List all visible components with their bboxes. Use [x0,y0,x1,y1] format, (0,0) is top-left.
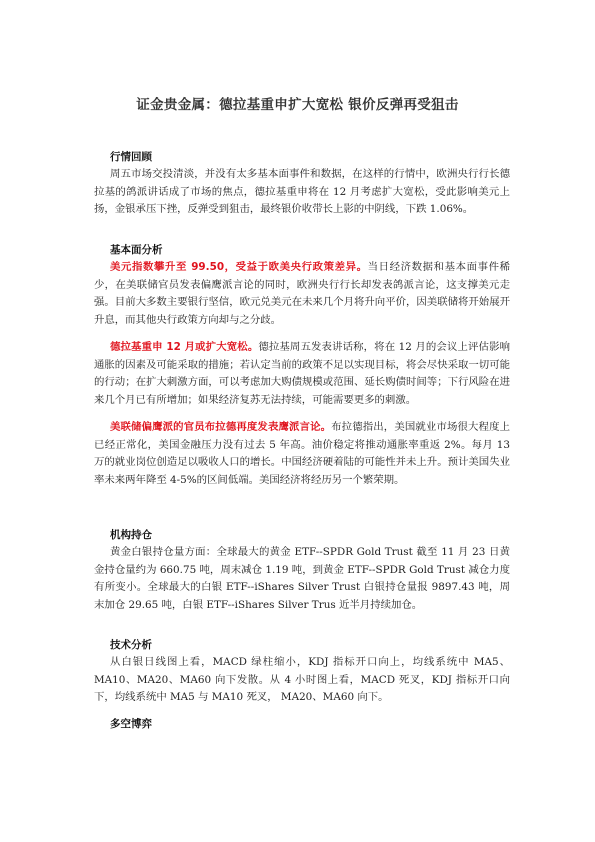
paragraph-text: 当日经济数据和基本面事件稀少，在美联储官员发表偏鹰派言论的同时，欧洲央行行长却发表鸽派言论，这支撑美元走强。目前大多数主要银行坚信，欧元兑美元在未来几个月将升向平价，因美联储将开始展开升息，而其他央行政策方向却与之分歧。 [94,261,510,326]
paragraph [94,654,510,707]
paragraph-lead: 美联储偏鹰派的官员布拉德再度发表鹰派言论。 [110,421,332,433]
paragraph-lead: 德拉基重申 12 月或扩大宽松。 [110,341,259,353]
section-market-review [94,149,510,219]
paragraph-text: 从白银日线图上看，MACD 绿柱缩小，KDJ 指标开口向上，均线系统中 MA5、MA10、MA20、MA60 向下发散。从 4 小时图上看，MACD 死叉，KDJ 指标开口向下，均线系统中 MA5 与 MA10 死叉， MA20、MA60 向下。 [94,656,510,703]
section-institutional-holdings [94,527,510,614]
paragraph-text: 德拉基周五发表讲话称，将在 12 月的会议上评估影响通胀的因素及可能采取的措施；若认定当前的政策不足以实现目标，将会尽快采取一切可能的行动；在扩大刺激方面，可以考虑加大购债规模或范围、延长购债时间等；下行风险在进来几个月已有所增加；如果经济复苏无法持续，可能需要更多的刺激。 [94,341,510,406]
paragraph [94,259,510,329]
section-heading: 多空博弈 [110,718,152,730]
paragraph-text: 周五市场交投清淡，并没有太多基本面事件和数据，在这样的行情中，欧洲央行行长德拉基的鸽派讲话成了市场的焦点，德拉基重申将在 12 月考虑扩大宽松，受此影响美元上扬，金银承压下挫，反弹受到狙击，最终银价收带长上影的中阴线，下跌 1.06%。 [94,168,510,215]
section-bull-bear [94,716,510,733]
section-heading: 行情回顾 [110,151,152,163]
section-heading: 基本面分析 [110,244,163,256]
paragraph-lead: 美元指数攀升至 99.50，受益于欧美央行政策差异。 [110,261,368,273]
paragraph [94,339,510,409]
section-heading: 技术分析 [110,639,152,651]
paragraph [94,544,510,614]
paragraph-text: 布拉德指出，美国就业市场很大程度上已经正常化，美国金融压力没有过去 5 年高。油价稳定将推动通胀率重返 2%。每月 13 万的就业岗位创造足以吸收人口的增长。中国经济硬着陆的可能性并未上升。预计美国失业率未来两年降至 4-5%的区间低端。美国经济将经历另一个繁荣期。 [94,421,511,486]
section-fundamental-analysis [94,242,510,489]
document-title: 证金贵金属：德拉基重申扩大宽松 银价反弹再受狙击 [136,97,459,113]
section-technical-analysis [94,637,510,707]
section-heading: 机构持仓 [110,529,152,541]
paragraph [94,166,510,219]
paragraph-text: 黄金白银持仓量方面：全球最大的黄金 ETF--SPDR Gold Trust 截至 11 月 23 日黄金持仓量约为 660.75 吨，周末减仓 1.19 吨，到黄金 ETF--SPDR Gold Trust 减仓力度有所变小。全球最大的白银 ETF--iShares Silver Trust 白银持仓量报 9897.43 吨，周末加仓 29.65 吨，白银 ETF--iShares Silver Trus 近半月持续加仓。 [94,546,510,611]
paragraph [94,419,510,489]
